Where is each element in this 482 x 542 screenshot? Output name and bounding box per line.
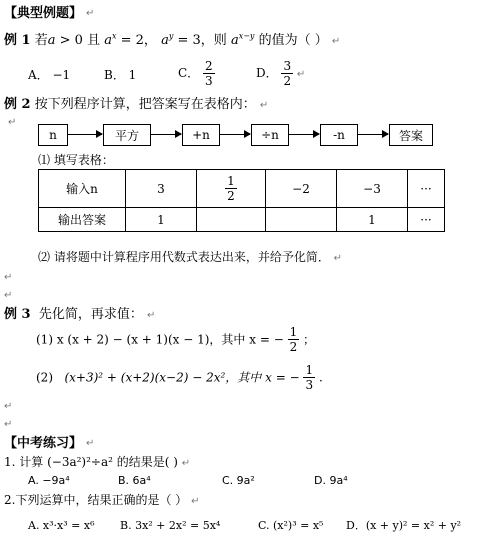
flow-label: ÷n [261, 128, 279, 142]
example-1-target-base: a [230, 33, 239, 48]
table-cell [266, 208, 337, 232]
example-1-condition: > 0 且 [59, 33, 101, 48]
example-3-part-2-end: . [318, 370, 323, 385]
table-cell: 3 [126, 170, 197, 208]
fraction-numerator: 1 [227, 174, 235, 188]
example-2-text: 按下列程序计算，把答案写在表格内： [34, 97, 256, 112]
example-3-part-1-expression: (1) x (x + 2) − (x + 1)(x − 1)，其中 x = − [36, 332, 284, 347]
example-1-eq2-exp: y [168, 31, 174, 41]
example-2-part-1: ⑴ 填写表格： [38, 153, 114, 167]
option-label: B． [104, 68, 125, 82]
answer-table [38, 169, 445, 232]
example-1-suffix: 的值为（ ） [258, 33, 328, 48]
option-value: 1 [128, 68, 137, 82]
example-1-option-b [104, 69, 136, 81]
paragraph-mark: ↵ [4, 290, 13, 301]
example-1-eq1-exp: x [111, 31, 117, 41]
paragraph-mark: ↵ [86, 438, 95, 449]
flow-box-plus-n [182, 124, 220, 146]
example-1-option-d [256, 60, 305, 87]
paragraph-mark: ↵ [4, 401, 13, 412]
practice-2-option-a: A. x³·x³ = x⁶ [28, 519, 95, 532]
practice-1-option-b: B. 6a⁴ [118, 474, 151, 487]
fraction-numerator: 2 [205, 59, 213, 73]
fraction-denominator: 2 [289, 340, 298, 354]
example-2-part-2-text: ⑵ 请将题中计算程序用代数式表达出来，并给予化简． [38, 250, 330, 264]
flow-label: 平方 [114, 128, 139, 143]
flow-arrow [68, 134, 102, 135]
example-2-label: 例 2 [4, 97, 31, 112]
practice-1-option-d: D. 9a⁴ [314, 474, 348, 487]
table-row-input [39, 170, 445, 208]
paragraph-mark: ↵ [191, 496, 200, 507]
option-label: D． [256, 66, 278, 80]
section-title-exam-practice: 【中考练习】 [4, 436, 83, 451]
table-header-input: 输入n [39, 170, 126, 208]
flow-label: -n [333, 128, 345, 142]
paragraph-mark: ↵ [181, 458, 191, 469]
paragraph-mark: ↵ [147, 310, 156, 321]
flow-arrow [220, 134, 250, 135]
practice-1-option-a: A. −9a⁴ [28, 474, 70, 487]
example-2-question [4, 98, 268, 111]
flow-label: +n [192, 128, 210, 142]
flow-arrow [151, 134, 181, 135]
table-cell-fraction [197, 170, 266, 208]
table-cell: 1 [126, 208, 197, 232]
practice-1-option-c: C. 9a² [222, 474, 255, 487]
fraction-three-halves [281, 60, 293, 87]
example-1-eq1-base: a [104, 33, 112, 48]
option-value: −1 [52, 68, 71, 82]
example-1-question [4, 31, 341, 48]
example-1-target-exp: x−y [238, 31, 255, 41]
paragraph-mark: ↵ [296, 69, 306, 80]
table-cell: −2 [266, 170, 337, 208]
practice-2-text: 2.下列运算中，结果正确的是（ ） [4, 493, 188, 507]
example-1-prefix: 若 [34, 33, 48, 48]
paragraph-mark: ↵ [86, 8, 95, 19]
section-title-typical-examples: 【典型例题】 [4, 6, 83, 21]
practice-2-option-c: C. (x²)³ = x⁵ [258, 519, 324, 532]
example-3-question [4, 308, 155, 321]
fraction-numerator: 1 [289, 325, 298, 339]
flow-box-square [103, 124, 151, 146]
practice-1-text: 1. 计算 (−3a²)²÷a² 的结果是( ) [4, 455, 178, 469]
flow-box-divide-n [251, 124, 289, 146]
fraction-one-third [303, 364, 315, 391]
option-label: A． [28, 68, 49, 82]
example-3-label: 例 3 [4, 307, 31, 322]
flow-arrow [289, 134, 319, 135]
table-row-output [39, 208, 445, 232]
flow-box-input [38, 124, 68, 146]
flow-box-minus-n [320, 124, 358, 146]
example-3-text: 先化简，再求值： [38, 307, 143, 322]
fraction-denominator: 3 [205, 74, 213, 88]
fraction-denominator: 3 [305, 378, 314, 392]
table-cell [197, 208, 266, 232]
paragraph-mark: ↵ [331, 36, 341, 47]
example-1-eq2-base: a [161, 33, 169, 48]
fraction-numerator: 1 [305, 363, 314, 377]
example-3-part-2-label: (2) [36, 370, 53, 385]
practice-2-question [4, 494, 199, 507]
table-cell: 1 [337, 208, 408, 232]
paragraph-mark: ↵ [4, 419, 13, 430]
fraction-numerator: 3 [283, 59, 292, 73]
paragraph-mark: ↵ [333, 253, 343, 264]
flow-box-answer [389, 124, 433, 146]
table-cell: ··· [408, 170, 445, 208]
flow-arrow [358, 134, 388, 135]
paragraph-mark: ↵ [259, 100, 269, 111]
example-1-option-a [28, 69, 70, 81]
flow-label: 答案 [398, 128, 423, 143]
table-header-output: 输出答案 [39, 208, 126, 232]
fraction-one-half [225, 175, 237, 202]
example-1-eq2-rhs: = 3，则 [177, 33, 227, 48]
fraction-denominator: 2 [227, 189, 235, 203]
example-1-var: a [47, 33, 56, 48]
example-3-part-1 [36, 326, 315, 353]
paragraph-mark: ↵ [8, 117, 17, 128]
practice-2-option-d: D．(x + y)² = x² + y² [346, 519, 462, 532]
fraction-two-thirds [203, 60, 215, 87]
example-1-eq1-rhs: = 2， [120, 33, 157, 48]
fraction-denominator: 2 [283, 74, 292, 88]
option-label: C． [178, 66, 200, 80]
table-cell: ··· [408, 208, 445, 232]
practice-1-question [4, 456, 190, 469]
example-3-part-2-expression: (x+3)² + (x+2)(x−2) − 2x²，其中 x = − [64, 370, 300, 385]
example-3-part-1-end: ； [303, 332, 316, 347]
example-2-part-2 [38, 251, 342, 264]
flow-label: n [49, 128, 57, 142]
table-cell: −3 [337, 170, 408, 208]
practice-2-option-b: B. 3x² + 2x² = 5x⁴ [120, 519, 221, 532]
example-1-option-c [178, 60, 215, 87]
example-3-part-2 [36, 364, 323, 391]
paragraph-mark: ↵ [4, 272, 13, 283]
fraction-one-half [288, 326, 300, 353]
example-1-label: 例 1 [4, 33, 31, 48]
